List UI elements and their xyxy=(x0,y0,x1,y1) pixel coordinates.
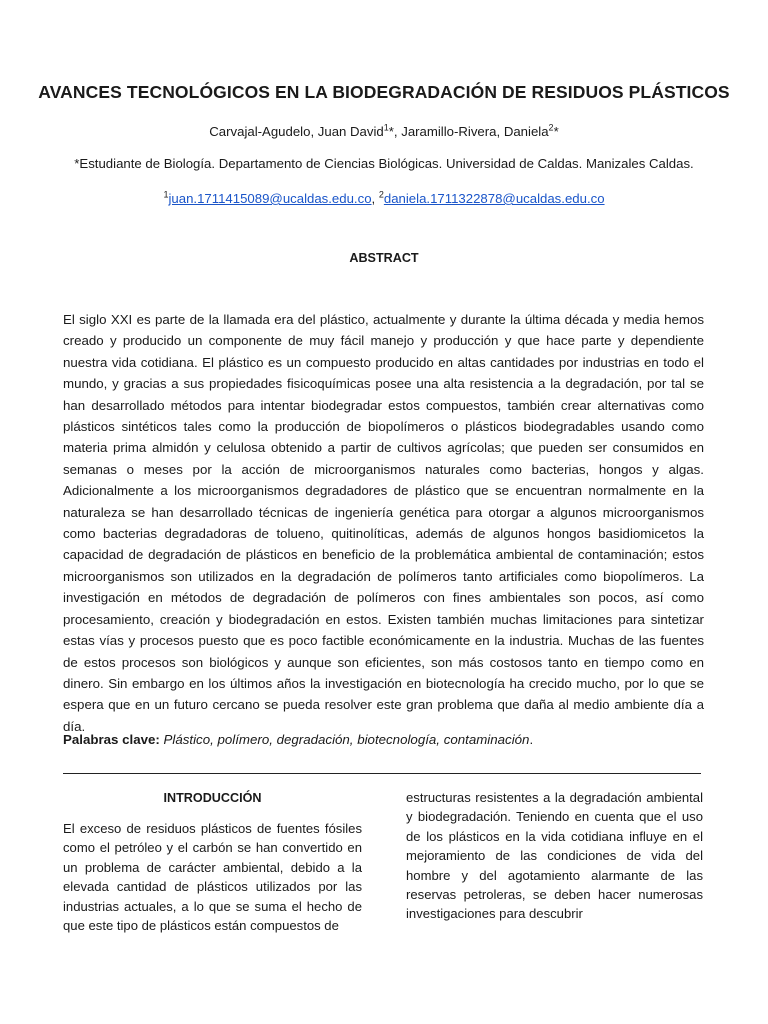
keywords-end: . xyxy=(529,732,534,747)
email-link[interactable]: juan.1711415089@ucaldas.edu.co xyxy=(168,191,372,206)
author-name: Jaramillo-Rivera, Daniela xyxy=(401,124,549,139)
author-name: Carvajal-Agudelo, Juan David xyxy=(209,124,384,139)
section-divider xyxy=(63,773,701,774)
email-superscript: 2 xyxy=(378,189,384,200)
email-superscript: 1 xyxy=(163,189,169,200)
author-mark: *, xyxy=(388,124,398,139)
email-link[interactable]: daniela.1711322878@ucaldas.edu.co xyxy=(383,191,605,206)
paper-title: AVANCES TECNOLÓGICOS EN LA BIODEGRADACIÓN DE RESIDUOS PLÁSTICOS xyxy=(38,82,730,102)
author-superscript: 2 xyxy=(548,122,554,133)
affiliation: *Estudiante de Biología. Departamento de Ciencias Biológicas. Universidad de Caldas. Manizales Caldas. xyxy=(74,156,694,171)
introduction-heading: INTRODUCCIÓN xyxy=(163,791,262,805)
author-superscript: 1 xyxy=(383,122,389,133)
keywords-label: Palabras clave: xyxy=(63,732,160,747)
email-line xyxy=(0,191,768,206)
column-left xyxy=(63,789,362,935)
abstract-heading: ABSTRACT xyxy=(349,251,419,265)
author-mark: * xyxy=(553,124,559,139)
introduction-text-right: estructuras resistentes a la degradación ambiental y biodegradación. Teniendo en cuenta que el uso de los plásticos en la vida cotidiana influye en el mejoramiento de las condiciones de vida del hombre y del agotamiento alarmante de las reservas petroleras, se deben hacer numerosas investigaciones para descubrir xyxy=(406,790,703,922)
introduction-text-left: El exceso de residuos plásticos de fuentes fósiles como el petróleo y el carbón se han convertido en un problema de carácter ambiental, debido a la elevada cantidad de plásticos utilizados por las industrias actuales, a lo que se suma el hecho de que este tipo de plásticos están compuestos de xyxy=(63,821,362,934)
author-line xyxy=(0,124,768,139)
keywords-list: Plástico, polímero, degradación, biotecnología, contaminación xyxy=(163,732,530,747)
column-right xyxy=(406,788,703,924)
abstract-body: El siglo XXI es parte de la llamada era del plástico, actualmente y durante la última década y media hemos creado y producido un componente de muy fácil manejo y producción y que hace parte y dependiente nuestra vida cotidiana. El plástico es un compuesto producido en altas cantidades por industrias en todo el mundo, y gracias a sus propiedades fisicoquímicas posee una alta resistencia a la degradación, por tal se han desarrollado métodos para intentar biodegradar estos compuestos, también crear alternativas como plásticos sintéticos tales como la producción de biopolímeros o plásticos biodegradables usando como materia prima almidón y celulosa obtenido a partir de cultivos agrícolas; que pueden ser consumidos en semanas o meses por la acción de microorganismos naturales como bacterias, hongos y algas. Adicionalmente a los microorganismos degradadores de plástico que se encuentran normalmente en la naturaleza se han desarrollado técnicas de ingeniería genética para otorgar a algunos microorganismos como bacterias degradadoras de tolueno, quitinolíticas, además de algunos hongos basidiomicetos la capacidad de degradación de plásticos en beneficio de la problemática ambiental de contaminación; estos microorganismos son utilizados en la degradación de polímeros tanto artificiales como biopolímeros. La investigación en métodos de degradación de polímeros con fines ambientales son pocos, así como procesamiento, creación y biodegradación en estos. Existen también muchas limitaciones para sintetizar estas vías y procesos puesto que es poco factible económicamente en la industria. Muchas de las fuentes de estos procesos son biológicos y aunque son eficientes, son más costosos tanto en tiempo como en dinero. Sin embargo en los últimos años la investigación en biotecnología ha crecido mucho, por lo que se espera que en un futuro cercano se pueda resolver este gran problema que daña al medio ambiente día a día. xyxy=(63,312,704,734)
email-separator: , xyxy=(371,191,379,206)
keywords-line xyxy=(63,729,704,750)
